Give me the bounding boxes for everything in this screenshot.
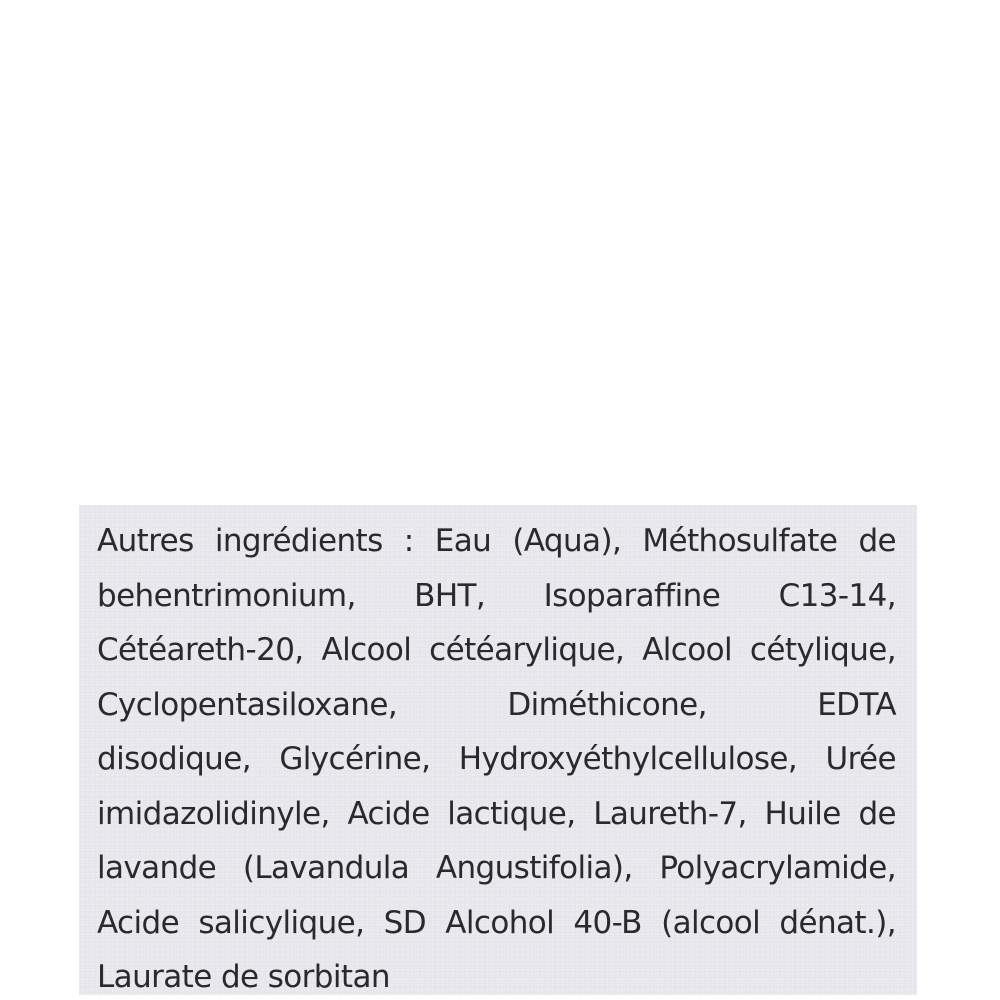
ingredients-line: lavande (Lavandula Angustifolia), Polyacrylamide, xyxy=(97,850,896,886)
ingredients-line: behentrimonium, BHT, Isoparaffine C13-14, xyxy=(97,577,896,614)
ingredients-line: disodique, Glycérine, Hydroxyéthylcellulose, Urée xyxy=(97,741,896,777)
ingredients-line: Laurate de sorbitan xyxy=(97,959,390,995)
ingredients-line: imidazolidinyle, Acide lactique, Laureth-7, Huile de xyxy=(97,795,896,832)
ingredients-line: Cyclopentasiloxane, Diméthicone, EDTA xyxy=(97,686,896,723)
ingredients-line: Acide salicylique, SD Alcohol 40-B (alcool dénat.), xyxy=(97,904,896,941)
ingredients-line: Cétéareth-20, Alcool cétéarylique, Alcool cétylique, xyxy=(97,632,896,668)
ingredients-paragraph xyxy=(97,514,896,1000)
ingredients-line: Autres ingrédients : Eau (Aqua), Méthosulfate de xyxy=(97,523,896,559)
